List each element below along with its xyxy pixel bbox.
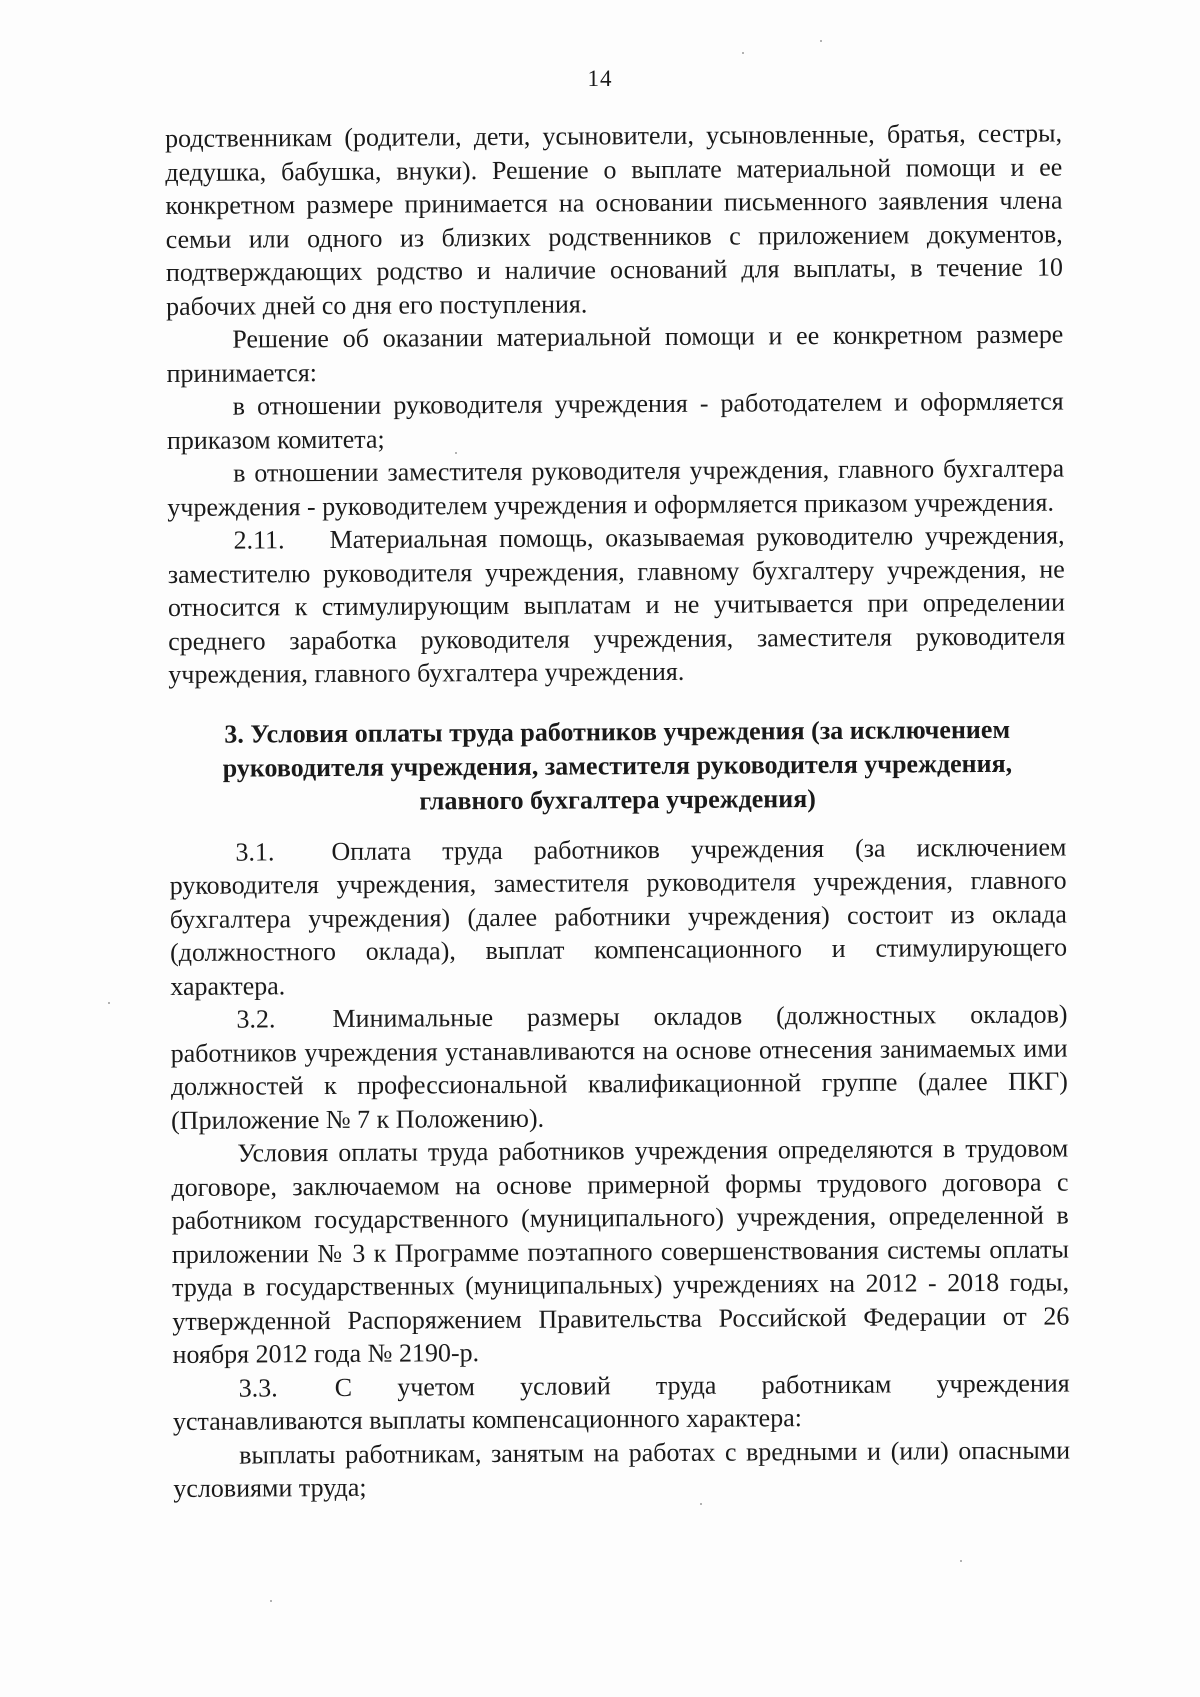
paragraph-labor-contract: Условия оплаты труда работников учреждения определяются в трудовом договоре, заключаемом на основе примерной формы трудового договора с работником государственного (муниципального) учреждения, определенной в приложении № 3 к Программе поэтапного совершенствования системы оплаты труда в государственных (муниципальных) учреждениях на 2012 - 2018 годы, утвержденной Распоряжением Правительства Российской Федерации от 26 ноября 2012 года № 2190-р. [171,1133,1070,1369]
clause-text: С учетом условий труда работникам учреждения устанавливаются выплаты компенсационного характера: [172,1367,1070,1436]
scan-speck [455,452,457,454]
scan-speck [820,40,822,42]
paragraph-deputy-and-accountant: в отношении заместителя руководителя учреждения, главного бухгалтера учреждения - руководителем учреждения и оформляется приказом учреждения. [167,453,1065,522]
clause-number: 3.3. [238,1372,278,1403]
scan-speck [700,1503,702,1505]
paragraph-continuation: родственникам (родители, дети, усыновители, усыновленные, братья, сестры, дедушка, бабушка, внуки). Решение о выплате материальной помощи и ее конкретном размере принимается на основании письменного заявления члена семьи или одного из близких родственников с приложением документов, подтверждающих родство и наличие оснований для выплаты, в течение 10 рабочих дней со дня его поступления. [165,118,1063,321]
clause-text: Материальная помощь, оказываемая руководителю учреждения, заместителю руководителя учреждения, главному бухгалтеру учреждения, не относится к стимулирующим выплатам и не учитывается при определении среднего заработка руководителя учреждения, заместителя руководителя учреждения, главного бухгалтера учреждения. [167,520,1066,689]
document-body [165,117,1070,1506]
clause-3-3 [173,1366,1070,1438]
scan-speck [742,52,744,54]
clause-2-11 [167,519,1065,692]
clause-number: 3.2. [236,1004,276,1034]
clause-text: Оплата труда работников учреждения (за исключением руководителя учреждения, заместителя руководителя учреждения, главного бухгалтера учреждения) (далее работники учреждения) состоит из оклада (должностного оклада), выплат компенсационного и стимулирующего характера. [169,832,1068,1001]
scan-speck [960,1560,962,1562]
page-number: 14 [587,66,613,91]
paragraph-head-of-institution: в отношении руководителя учреждения - работодателем и оформляется приказом комитета; [166,386,1064,455]
clause-number: 2.11. [233,525,285,555]
clause-3-2 [170,998,1068,1137]
clause-3-1 [169,830,1067,1003]
paragraph-harmful-conditions: выплаты работникам, занятым на работах с вредными и (или) опасными условиями труда; [173,1434,1071,1503]
clause-number: 3.1. [235,836,275,867]
section-heading: 3. Условия оплаты труда работников учреждения (за исключением руководителя учреждения, заместителя руководителя учреждения, главного бухгалтера учреждения) [222,714,1013,815]
clause-text: Минимальные размеры окладов (должностных окладов) работников учреждения устанавливаются на основе отнесения занимаемых ими должностей к профессиональной квалификационной группе (далее ПКГ) (Приложение № 7 к Положению). [170,999,1068,1135]
paragraph-decision: Решение об оказании материальной помощи и ее конкретном размере принимается: [166,319,1064,388]
scan-speck [108,1002,110,1004]
scan-speck [270,1600,272,1602]
